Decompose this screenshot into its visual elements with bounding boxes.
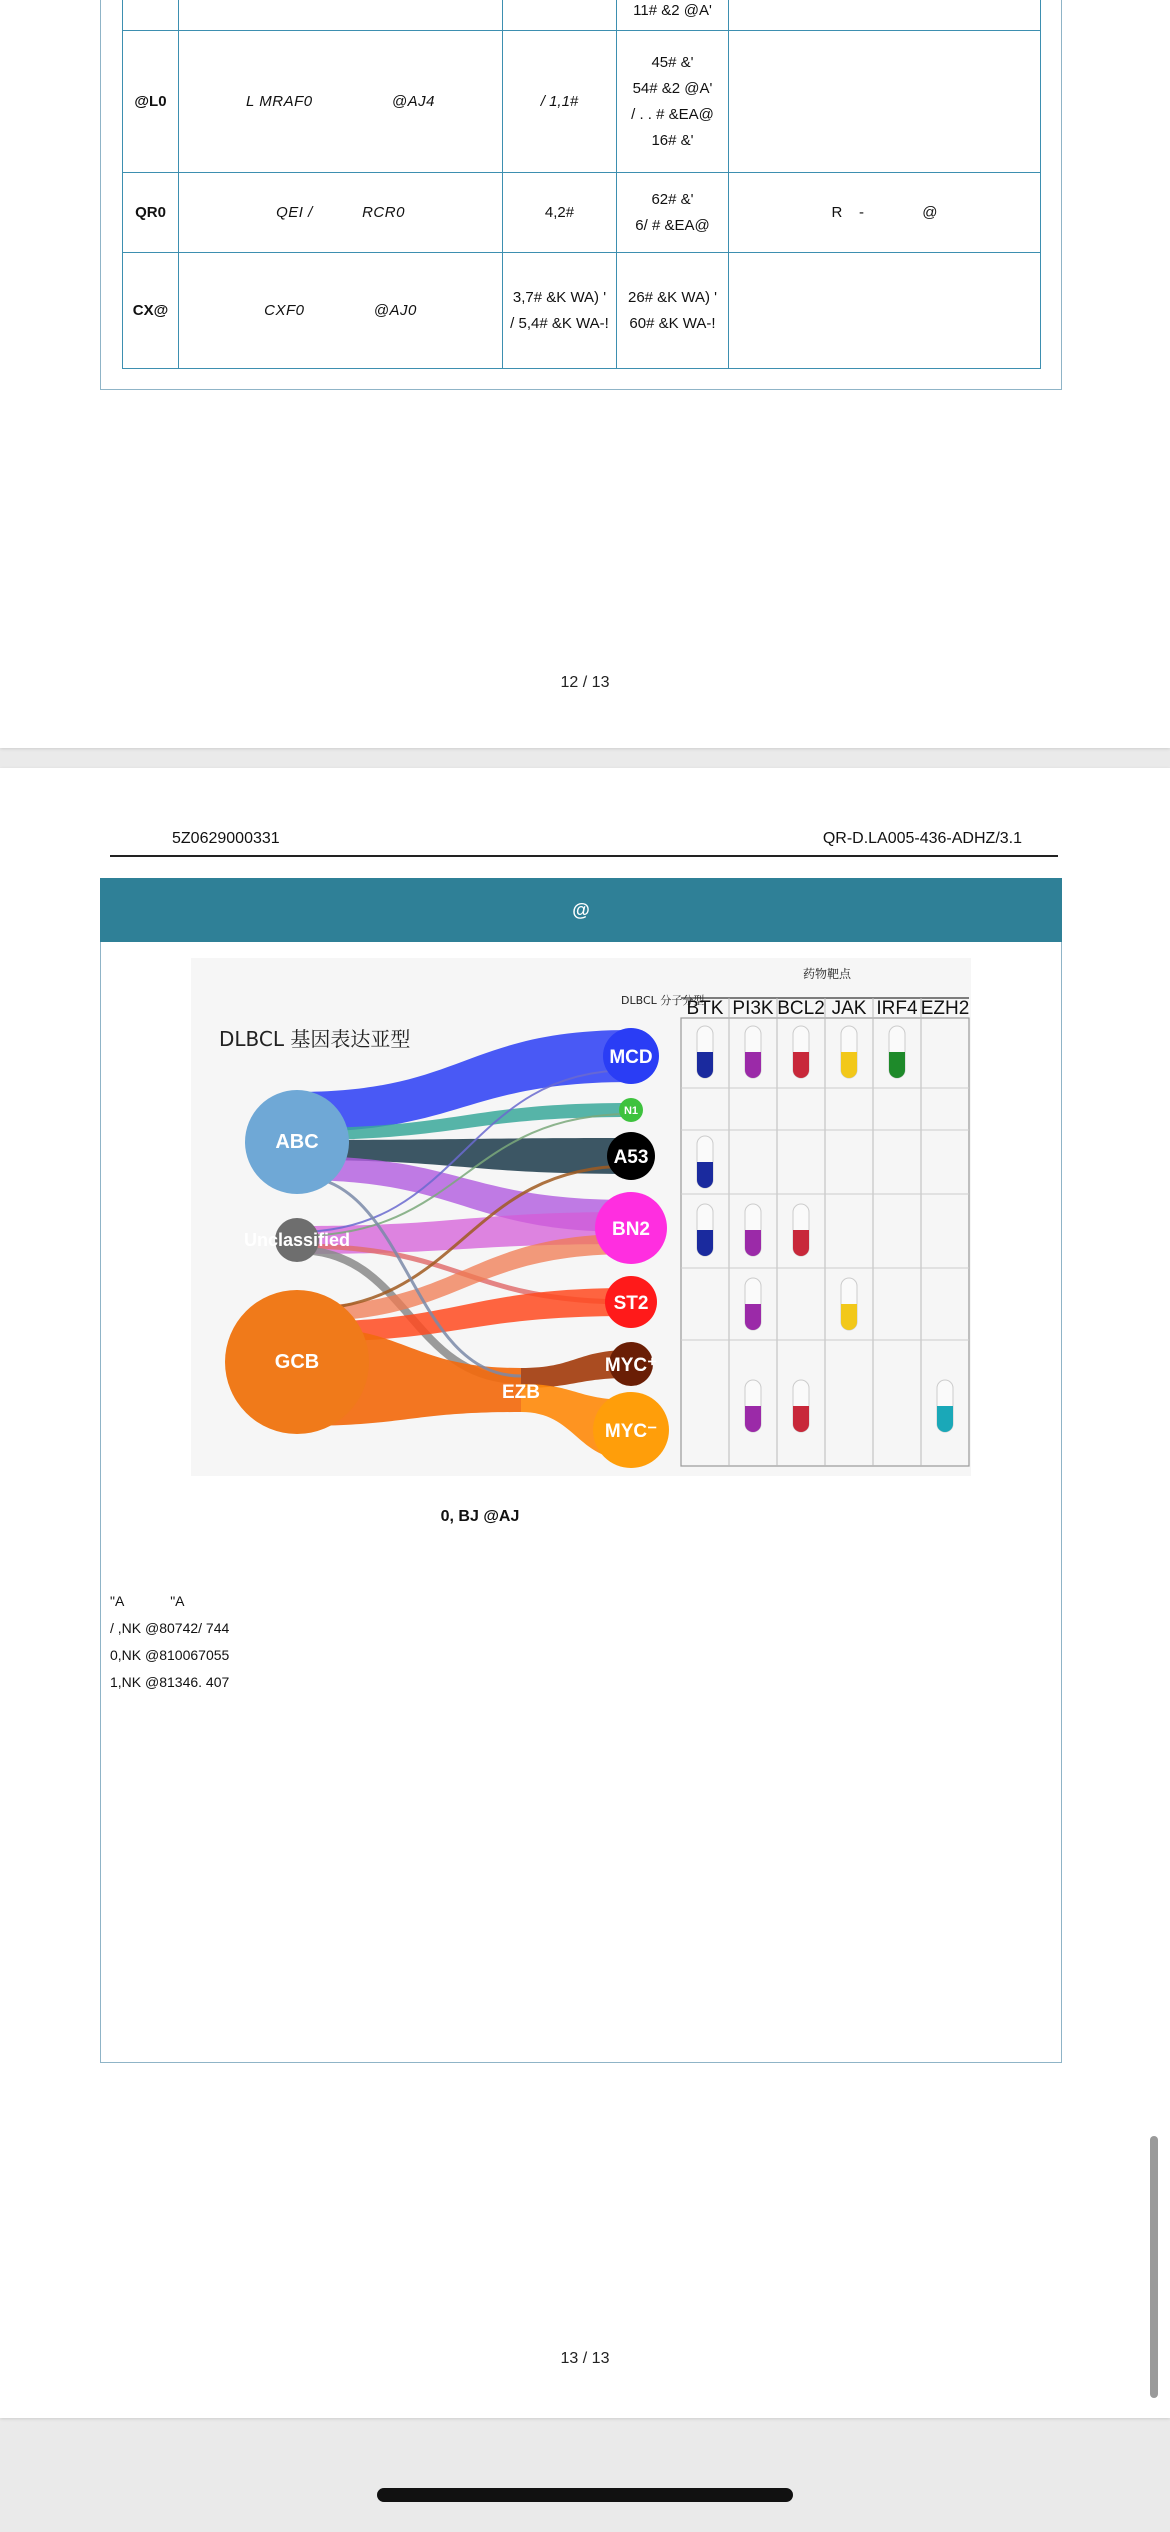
value-line: / 5,4# &K WA-! [510,314,609,332]
home-indicator[interactable] [377,2488,793,2502]
target-header: JAK [831,998,867,1019]
gene-name-text: QEI / [276,203,313,221]
frequency-line: 45# &' [651,53,694,71]
gene-name-text: L MRAF0 [246,92,313,110]
subtype-figure [191,958,971,1476]
drug-capsule-fill [697,1052,713,1078]
subtype-node-label: BN2 [611,1219,651,1240]
frequency-line: 62# &' [651,190,694,208]
gene-transcript: @AJ4 [391,92,435,110]
subtype-node-label: N1 [623,1105,639,1117]
subtype-node-label: MCD [609,1047,653,1068]
page-13 [0,768,1170,2418]
gene-name [179,253,503,369]
target-header: BTK [686,998,724,1019]
table-row [123,173,1041,253]
drug-capsule-fill [841,1304,857,1330]
page-number: 13 / 13 [560,2350,610,2367]
ezb-label: EZB [502,1382,540,1403]
drug-capsule-fill [697,1230,713,1256]
gene-code: CX@ [123,253,179,369]
frequency-cell [617,31,729,173]
value-cell [503,0,617,31]
expression-subtype-title: DLBCL 基因表达亚型 [219,1027,411,1051]
gene-name [179,31,503,173]
table-row [123,31,1041,173]
subtype-node-label: MYC⁻ [604,1421,658,1442]
molecular-subtype-title: DLBCL 分子分型 [621,994,705,1007]
value-cell: / 1,1# [503,31,617,173]
gene-transcript: @AJ0 [373,301,417,319]
drug-capsule-fill [745,1230,761,1256]
drug-capsule-fill [793,1052,809,1078]
drug-capsule-fill [793,1230,809,1256]
gene-code [123,0,179,31]
subtype-node-label: MYC⁺ [604,1355,658,1376]
target-header: BCL2 [777,998,825,1019]
gene-transcript: RCR0 [362,203,405,221]
report-id: 5Z0629000331 [172,830,280,847]
table-row [123,253,1041,369]
drug-capsule-fill [745,1304,761,1330]
drug-capsule-fill [841,1052,857,1078]
document-code: QR-D.LA005-436-ADHZ/3.1 [822,830,1022,847]
drug-capsule-fill [745,1406,761,1432]
source-node-label: GCB [274,1351,320,1373]
drug-capsule-fill [745,1052,761,1078]
value-cell [503,253,617,369]
frequency-cell [617,173,729,253]
note-cell [729,31,1041,173]
gene-name [179,0,503,31]
frequency-line: / . . # &EA@ [631,105,714,123]
page-number: 12 / 13 [560,674,610,691]
reference-line: 0,NK @810067055 [110,1647,230,1663]
target-header: PI3K [732,998,774,1019]
value-line: 3,7# &K WA) ' [512,288,607,306]
gene-name-text: CXF0 [264,301,305,319]
frequency-line: 6/ # &EA@ [635,216,710,234]
section-title: @ [100,878,1062,942]
reference-line: / ,NK @80742/ 744 [110,1620,230,1636]
scrollbar-thumb[interactable] [1150,2136,1158,2398]
note-cell [729,0,1041,31]
results-table [122,0,1041,369]
drug-target-title: 药物靶点 [803,967,852,981]
frequency-line: 16# &' [651,131,694,149]
references [110,1588,229,1696]
frequency-line: 54# &2 @A' [632,79,713,97]
drug-capsule-fill [889,1052,905,1078]
reference-line: "A "A [110,1593,185,1609]
frequency-cell [617,0,729,31]
gene-name [179,173,503,253]
target-header: EZH2 [920,998,970,1019]
note-cell [729,253,1041,369]
source-node-label: Unclassified [243,1230,351,1250]
frequency-line: 26# &K WA) ' [627,288,717,306]
subtype-sankey-figure [191,958,971,1476]
target-header: IRF4 [876,998,918,1019]
frequency-cell [617,253,729,369]
gene-code: @L0 [123,31,179,173]
figure-caption: 0, BJ @AJ [440,1508,520,1525]
note-cell: R - @ [729,173,1041,253]
drug-capsule-fill [793,1406,809,1432]
gene-code: QR0 [123,173,179,253]
header-divider [110,855,1058,857]
page-12 [0,0,1170,748]
reference-line: 1,NK @81346. 407 [110,1674,230,1690]
drug-capsule-fill [697,1162,713,1188]
frequency-line: 60# &K WA-! [629,314,716,332]
drug-capsule-fill [937,1406,953,1432]
subtype-node-label: A53 [613,1147,649,1168]
source-node-label: ABC [275,1131,319,1153]
subtype-node-label: ST2 [613,1293,649,1314]
value-cell: 4,2# [503,173,617,253]
frequency-line: 11# &2 @A' [633,1,712,19]
table-row [123,0,1041,31]
